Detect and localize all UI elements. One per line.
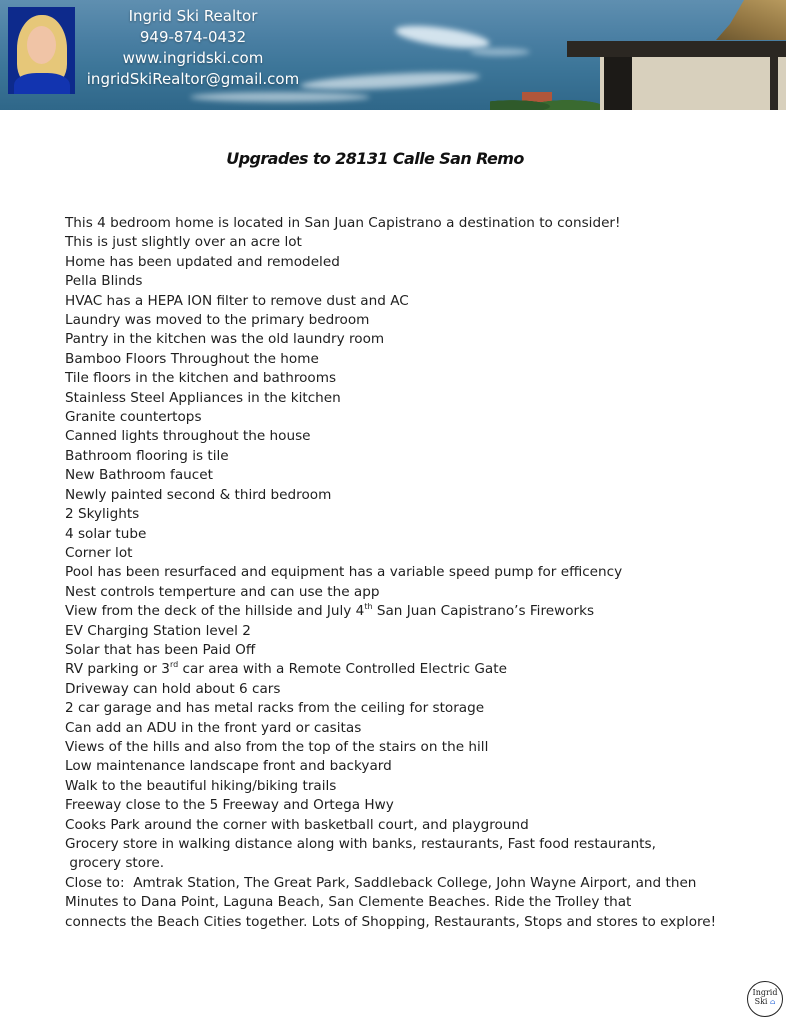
list-item: This 4 bedroom home is located in San Juan Capistrano a destination to consider! xyxy=(65,215,621,231)
website-link[interactable]: www.ingridski.com xyxy=(122,49,264,67)
list-item: Granite countertops xyxy=(65,409,202,426)
list-item: Freeway close to the 5 Freeway and Ortega Hwy xyxy=(65,797,394,814)
list-item-rv-parking: RV parking or 3rd car area with a Remote Controlled Electric Gate xyxy=(65,659,507,678)
wave xyxy=(300,69,480,92)
list-item: Pool has been resurfaced and equipment has a variable speed pump for efficency xyxy=(65,564,623,581)
ingrid-ski-logo: Ingrid Ski ⌂ xyxy=(747,981,783,1017)
phone-number[interactable]: 949-874-0432 xyxy=(139,28,247,46)
cliff xyxy=(716,0,786,40)
house-icon: ⌂ xyxy=(770,998,776,1006)
list-item: Pantry in the kitchen was the old laundry room xyxy=(65,331,385,348)
list-item: Cooks Park around the corner with basketball court, and playground xyxy=(65,816,529,833)
email-link[interactable]: ingridSkiRealtor@gmail.com xyxy=(86,70,300,88)
list-item: Corner lot xyxy=(65,544,133,561)
list-item: 2 car garage and has metal racks from the ceiling for storage xyxy=(65,700,485,717)
features-list xyxy=(65,214,745,932)
list-item: EV Charging Station level 2 xyxy=(65,622,251,639)
list-item-fireworks: View from the deck of the hillside and July 4th San Juan Capistrano’s Fireworks xyxy=(65,601,595,620)
house-window xyxy=(604,57,632,110)
list-item: Grocery store in walking distance along with banks, restaurants, Fast food restaurants, xyxy=(65,836,656,852)
list-item: Home has been updated and remodeled xyxy=(65,253,340,270)
list-item: Minutes to Dana Point, Laguna Beach, San Clemente Beaches. Ride the Trolley that xyxy=(65,894,632,911)
list-item: Walk to the beautiful hiking/biking trails xyxy=(65,777,337,794)
palm-trees xyxy=(490,92,600,110)
list-item: Can add an ADU in the front yard or casitas xyxy=(65,719,362,736)
list-item: Close to: Amtrak Station, The Great Park, Saddleback College, John Wayne Airport, and then xyxy=(65,874,697,891)
wave xyxy=(470,48,530,56)
list-item: Bathroom flooring is tile xyxy=(65,447,229,464)
list-item: connects the Beach Cities together. Lots of Shopping, Restaurants, Stops and stores to explore! xyxy=(65,913,717,930)
list-item: Canned lights throughout the house xyxy=(65,428,311,445)
list-item: Pella Blinds xyxy=(65,273,143,290)
list-item: New Bathroom faucet xyxy=(65,467,213,484)
wave xyxy=(190,92,370,102)
list-item: Stainless Steel Appliances in the kitchen xyxy=(65,389,341,406)
header-banner xyxy=(0,0,786,110)
list-item: This is just slightly over an acre lot xyxy=(65,234,302,251)
list-item: Low maintenance landscape front and backyard xyxy=(65,758,392,775)
list-item: Solar that has been Paid Off xyxy=(65,641,256,658)
realtor-name: Ingrid Ski Realtor xyxy=(128,7,258,25)
page-title: Upgrades to 28131 Calle San Remo xyxy=(226,149,524,168)
list-item: Laundry was moved to the primary bedroom xyxy=(65,312,370,329)
list-item: 4 solar tube xyxy=(65,525,147,542)
list-item: Newly painted second & third bedroom xyxy=(65,486,332,503)
list-item: Nest controls temperture and can use the app xyxy=(65,583,380,600)
list-item: HVAC has a HEPA ION filter to remove dust and AC xyxy=(65,292,409,309)
contact-block xyxy=(86,6,300,90)
list-item: grocery store. xyxy=(65,855,165,872)
list-item: Views of the hills and also from the top of the stairs on the hill xyxy=(65,738,489,755)
house-roof xyxy=(567,41,786,57)
list-item: Tile floors in the kitchen and bathrooms xyxy=(65,370,337,387)
realtor-photo xyxy=(8,7,75,94)
house-beam xyxy=(770,57,778,110)
list-item: Driveway can hold about 6 cars xyxy=(65,680,281,697)
wave xyxy=(394,21,491,52)
list-item: Bamboo Floors Throughout the home xyxy=(65,350,319,367)
list-item: 2 Skylights xyxy=(65,506,140,523)
